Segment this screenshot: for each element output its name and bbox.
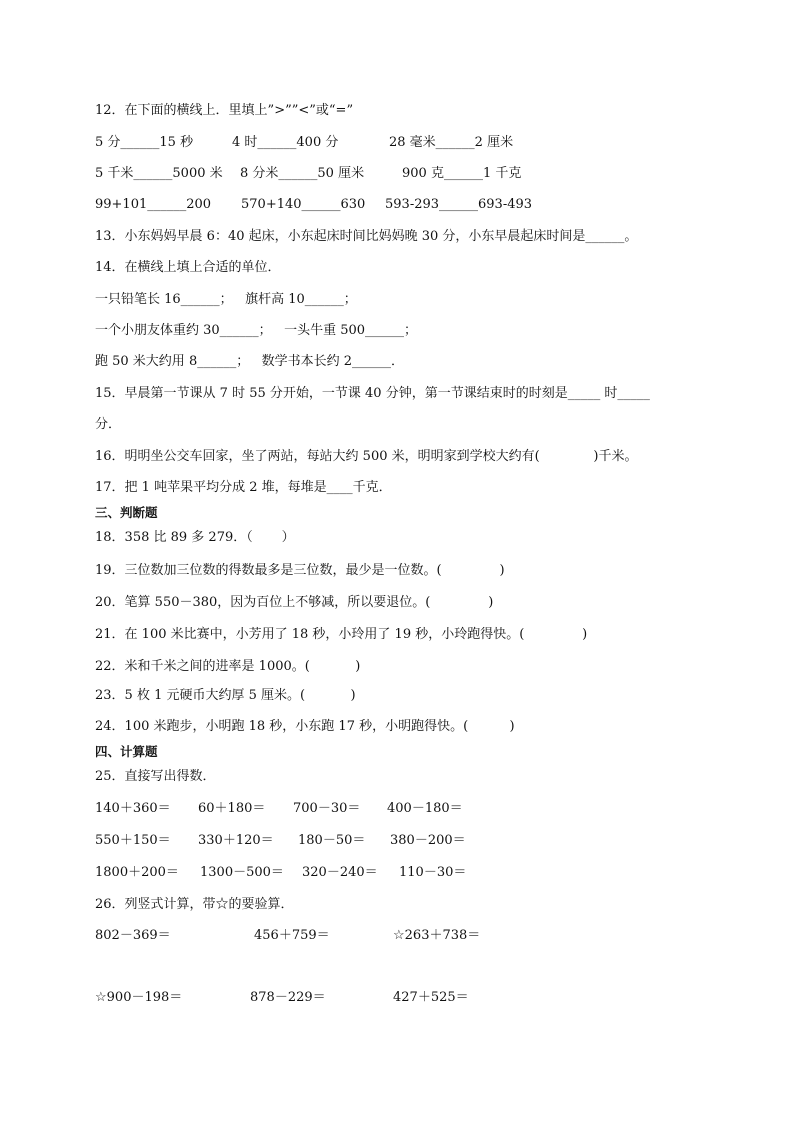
section-heading-calculation: 四、计算题: [95, 744, 158, 759]
section-heading-judgment: 三、判断题: [95, 505, 158, 520]
q26-item: ☆263＋738＝: [393, 928, 481, 943]
q25-item: 180－50＝: [298, 833, 366, 848]
q25-item: 330＋120＝: [198, 833, 274, 848]
question-21: 21．在 100 米比赛中，小芳用了 18 秒，小玲用了 19 秒，小玲跑得快。( ): [95, 627, 588, 642]
q26-item: 456＋759＝: [254, 928, 330, 943]
q25-item: 1800＋200＝: [95, 865, 179, 880]
q26-item: ☆900－198＝: [95, 990, 183, 1005]
question-12-title: 12．在下面的横线上．里填上”>””<”或“=”: [95, 103, 354, 118]
q25-item: 140＋360＝: [95, 801, 171, 816]
q26-item: 802－369＝: [95, 928, 171, 943]
question-22: 22．米和千米之间的进率是 1000。( ): [95, 659, 361, 674]
q25-item: 1300－500＝: [200, 865, 284, 880]
question-18: 18．358 比 89 多 279．（ ）: [95, 530, 295, 545]
q14-line: 跑 50 米大约用 8______； 数学书本长约 2______．: [95, 354, 405, 369]
q12-item: 8 分米______50 厘米: [240, 166, 365, 181]
q25-item: 550＋150＝: [95, 833, 171, 848]
q12-item: 5 分______15 秒: [95, 135, 194, 150]
question-25-title: 25．直接写出得数．: [95, 769, 216, 784]
q25-item: 400－180＝: [387, 801, 463, 816]
q25-item: 700－30＝: [293, 801, 361, 816]
question-26-title: 26．列竖式计算，带☆的要验算．: [95, 897, 294, 912]
q12-item: 28 毫米______2 厘米: [389, 135, 514, 150]
q25-item: 380－200＝: [390, 833, 466, 848]
question-15: 15．早晨第一节课从 7 时 55 分开始，一节课 40 分钟，第一节课结束时的时刻是_____ 时_____: [95, 386, 650, 401]
question-14-title: 14．在横线上填上合适的单位．: [95, 260, 281, 275]
q12-item: 4 时______400 分: [232, 135, 339, 150]
q25-item: 60＋180＝: [198, 801, 266, 816]
question-13: 13．小东妈妈早晨 6：40 起床，小东起床时间比妈妈晚 30 分，小东早晨起床时间是______。: [95, 229, 638, 244]
q12-item: 593-293______693-493: [385, 197, 533, 212]
question-15-cont: 分．: [95, 417, 122, 432]
q25-item: 320－240＝: [302, 865, 378, 880]
q12-item: 99+101______200: [95, 197, 212, 212]
question-17: 17．把 1 吨苹果平均分成 2 堆，每堆是____千克．: [95, 480, 392, 495]
q14-line: 一只铅笔长 16______； 旗杆高 10______；: [95, 292, 357, 307]
question-16: 16．明明坐公交车回家，坐了两站，每站大约 500 米，明明家到学校大约有( )千米。: [95, 449, 638, 464]
q25-item: 110－30＝: [399, 865, 467, 880]
q26-item: 878－229＝: [250, 990, 326, 1005]
question-24: 24．100 米跑步，小明跑 18 秒，小东跑 17 秒，小明跑得快。( ): [95, 719, 515, 734]
q12-item: 5 千米______5000 米: [95, 166, 223, 181]
q12-item: 900 克______1 千克: [402, 166, 522, 181]
q14-line: 一个小朋友体重约 30______； 一头牛重 500______；: [95, 323, 418, 338]
question-20: 20．笔算 550－380，因为百位上不够减，所以要退位。( ): [95, 595, 494, 610]
question-23: 23．5 枚 1 元硬币大约厚 5 厘米。( ): [95, 688, 356, 703]
q12-item: 570+140______630: [241, 197, 366, 212]
question-19: 19．三位数加三位数的得数最多是三位数，最少是一位数。( ): [95, 563, 505, 578]
q26-item: 427＋525＝: [393, 990, 469, 1005]
